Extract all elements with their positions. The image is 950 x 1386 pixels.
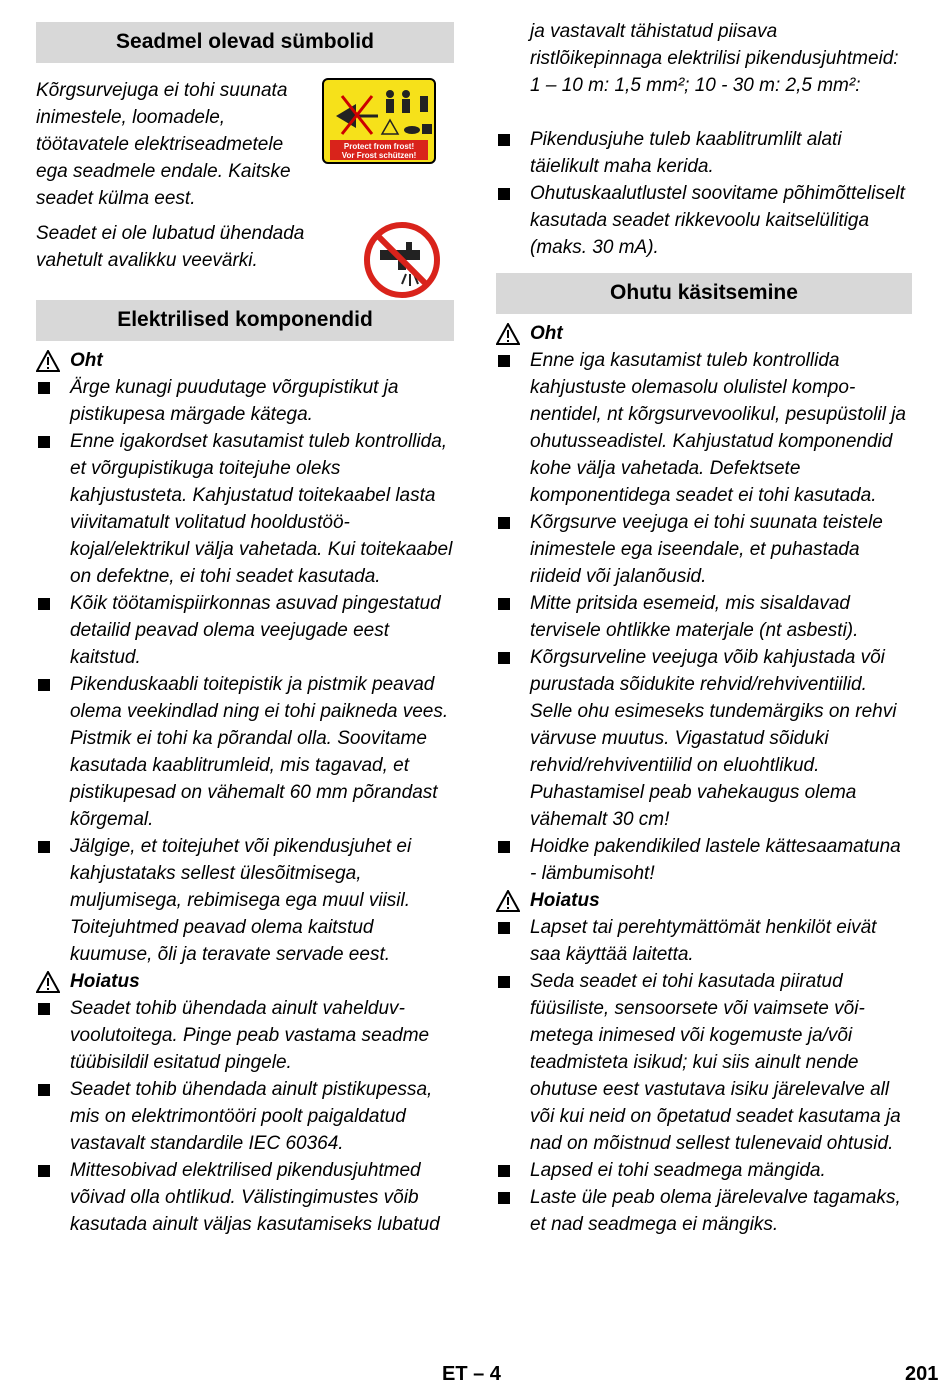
list-item: Pikenduskaabli toitepistik ja pistmik peavad olema veekindlad ning ei tohi paikneda vees. Pistmik ei tohi ka põrandal olla. Soovitame kasutada kaablitrumleid, mis tagavad, et pistikupesad on vähemalt 60 mm põrandast kõrgemal. [36,671,454,833]
left-column [36,22,454,1238]
list-item: Hoidke pakendikiled lastele kättesaamatuna - lämbumisoht! [496,833,912,887]
list-item: Lapset tai perehtymättömät henkilöt eivät saa käyttää laitetta. [496,914,912,968]
electrical-warning-label [36,968,454,995]
bullet-square-icon [498,188,510,200]
bullet-square-icon [498,598,510,610]
list-item: Enne igakordset kasutamist tuleb kontrollida, et võrgupistikuga toitejuhe oleks kahjustusteta. Kahjustatud toitekaabel lasta viivitamatult volitatud hooldustöökojal/elektrikul välja vahetada. Kui toitekaabel on defektne, ei tohi seadet kasutada. [36,428,454,590]
bullet-square-icon [498,355,510,367]
list-item: Kõrgsurveline veejuga võib kahjustada või purustada sõidukite rehvid/rehviventiilid. Selle ohu esimeseks tundemärgiks on rehvi värvuse muutus. Vigastatud sõiduki rehvid/rehviventiilid on eluohtlikud. Puhastamisel peab vahekaugus olema vähemalt 30 cm! [496,644,912,833]
bullet-square-icon [498,922,510,934]
bullet-square-icon [498,652,510,664]
safe-handling-section [496,273,912,1238]
electrical-warning-list [36,995,454,1238]
list-item: Mittesobivad elektrilised pikendusjuhtmed võivad olla ohtlikud. Välistingimustes võib kasutada ainult väljas kasutamiseks lubatud [36,1157,454,1238]
continued-text: ja vastavalt tähistatud piisava ristlõikepinnaga elektrilisi pikendusjuhtmeid: 1 – 10 m: 1,5 mm²; 10 - 30 m: 2,5 mm²: [530,21,899,96]
bullet-square-icon [38,382,50,394]
bullet-square-icon [38,598,50,610]
symbols-para-1: Kõrgsurvejuga ei tohi suunata inimestele, loomadele, töötavatele elektriseadmetele ega seadmele endale. Kaitske seadet külma eest. [36,80,291,209]
bullet-square-icon [38,1165,50,1177]
safe-danger-label [496,320,912,347]
warning-label-text: Hoiatus [70,971,140,992]
no-water-connection-sign-icon [362,220,442,300]
list-item: Kõrgsurve veejuga ei tohi suunata teistele inimestele ega iseendale, et puhastada riideid või jalanõusid. [496,509,912,590]
bullet-square-icon [498,517,510,529]
sign-text-1: Protect from frost! [343,142,415,151]
list-item: Seadet tohib ühendada ainult vahelduvvoolutoitega. Pinge peab vastama seadme tüübisildil esitatud pingele. [36,995,454,1076]
list-item: Pikendusjuhe tuleb kaablitrumlilt alati täielikult maha kerida. [496,126,912,180]
safe-warning-list [496,914,912,1238]
bullet-square-icon [38,1084,50,1096]
bullet-square-icon [498,841,510,853]
danger-label-text: Oht [530,323,563,344]
electrical-danger-label [36,347,454,374]
bullet-square-icon [498,134,510,146]
list-item: Ohutuskaalutlustel soovitame põhimõtteliselt kasutada seadet rikkevoolu kaitselülitiga (maks. 30 mA). [496,180,912,261]
list-item-continued [496,18,912,126]
bullet-square-icon [38,841,50,853]
list-item: Kõik töötamispiirkonnas asuvad pingestatud detailid peavad olema veejugade eest kaitstud. [36,590,454,671]
list-item: Mitte pritsida esemeid, mis sisaldavad tervisele ohtlikke materjale (nt asbesti). [496,590,912,644]
electrical-heading: Elektrilised komponendid [36,300,454,341]
warning-label-text: Hoiatus [530,890,600,911]
frost-warning-sign-icon [322,78,436,164]
list-item: Enne iga kasutamist tuleb kontrollida kahjustuste olemasolu olulistel komponentidel, nt kõrgsurvevoolikul, pesupüstolil ja ohutusseadistel. Kahjustatud komponendid kohe välja vahetada. Defektsete komponentidega seadet ei tohi kasutada. [496,347,912,509]
safe-heading: Ohutu käsitsemine [496,273,912,314]
bullet-square-icon [38,1003,50,1015]
symbols-para-2: Seadet ei ole lubatud ühendada vahetult avalikku veevärki. [36,223,305,271]
symbols-section [36,22,454,274]
list-item: Seadet tohib ühendada ainult pistikupessa, mis on elektrimontööri poolt paigaldatud vastavalt standardile IEC 60364. [36,1076,454,1157]
list-item: Lapsed ei tohi seadmega mängida. [496,1157,912,1184]
warning-triangle-icon [496,890,520,912]
bullet-square-icon [498,976,510,988]
symbols-heading: Seadmel olevad sümbolid [36,22,454,63]
warning-triangle-icon [36,971,60,993]
electrical-danger-list [36,374,454,968]
warning-triangle-icon [36,350,60,372]
electrical-warning-list-continued [496,18,912,261]
footer-language-page: ET – 4 [442,1363,501,1385]
safe-danger-list [496,347,912,887]
list-item: Seda seadet ei tohi kasutada piiratud füüsiliste, sensoorsete või vaimsete võimetega inimesed või kogemuste ja/või teadmisteta isikud; kui siis ainult nende ohutuse eest vastutava isiku järelevalve all või kui neid on õpetatud seadet kasutama ja nad on mõistnud sellest tulenevaid ohtusid. [496,968,912,1157]
warning-triangle-icon [496,323,520,345]
danger-label-text: Oht [70,350,103,371]
bullet-square-icon [38,436,50,448]
safe-warning-label [496,887,912,914]
sign-text-2: Vor Frost schützen! [341,151,417,160]
right-column [496,18,912,1238]
bullet-square-icon [38,679,50,691]
footer-page-number: 201 [905,1363,939,1385]
list-item: Ärge kunagi puudutage võrgupistikut ja pistikupesa märgade kätega. [36,374,454,428]
list-item: Jälgige, et toitejuhet või pikendusjuhet ei kahjustataks sellest ülesõitmisega, muljumisega, rebimisega ega muul viisil. Toitejuhtmed peavad olema kaitstud kuumuse, õli ja teravate servade eest. [36,833,454,968]
electrical-section [36,300,454,1238]
list-item: Laste üle peab olema järelevalve tagamaks, et nad seadmega ei mängiks. [496,1184,912,1238]
bullet-square-icon [498,1165,510,1177]
bullet-square-icon [498,1192,510,1204]
